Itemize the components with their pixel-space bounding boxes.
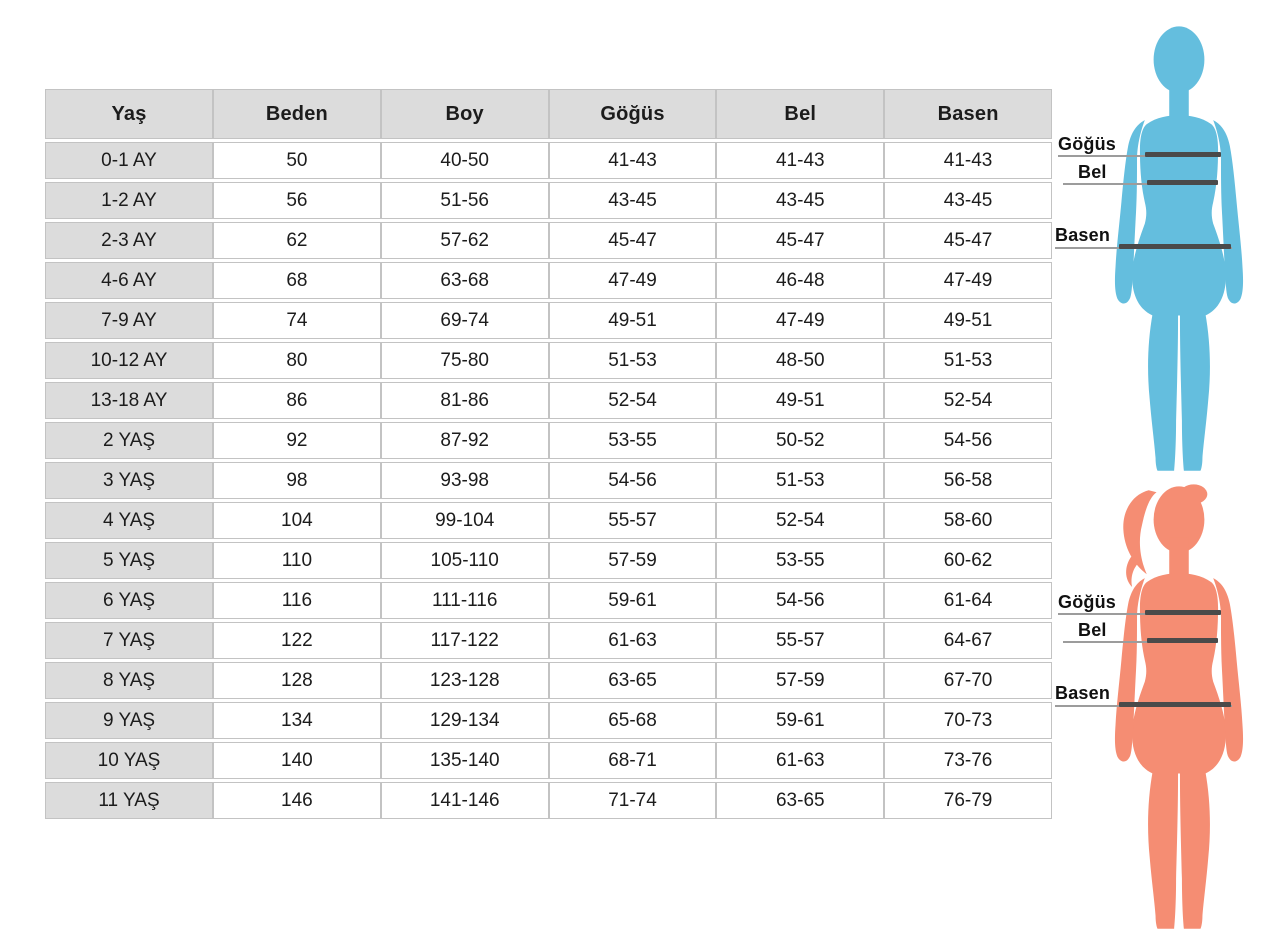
value-cell: 49-51 <box>884 302 1052 339</box>
value-cell: 41-43 <box>549 142 717 179</box>
value-cell: 54-56 <box>549 462 717 499</box>
value-cell: 60-62 <box>884 542 1052 579</box>
value-cell: 51-53 <box>884 342 1052 379</box>
value-cell: 69-74 <box>381 302 549 339</box>
value-cell: 62 <box>213 222 381 259</box>
value-cell: 141-146 <box>381 782 549 819</box>
value-cell: 57-59 <box>549 542 717 579</box>
age-cell: 10-12 AY <box>45 342 213 379</box>
adult-figure-diagram <box>1050 20 1280 490</box>
value-cell: 74 <box>213 302 381 339</box>
value-cell: 52-54 <box>884 382 1052 419</box>
value-cell: 40-50 <box>381 142 549 179</box>
value-cell: 61-63 <box>549 622 717 659</box>
age-cell: 8 YAŞ <box>45 662 213 699</box>
value-cell: 123-128 <box>381 662 549 699</box>
value-cell: 92 <box>213 422 381 459</box>
value-cell: 43-45 <box>884 182 1052 219</box>
value-cell: 65-68 <box>549 702 717 739</box>
value-cell: 46-48 <box>716 262 884 299</box>
age-cell: 1-2 AY <box>45 182 213 219</box>
table-row <box>45 422 1052 459</box>
age-cell: 5 YAŞ <box>45 542 213 579</box>
age-cell: 3 YAŞ <box>45 462 213 499</box>
table-row <box>45 662 1052 699</box>
value-cell: 49-51 <box>549 302 717 339</box>
value-cell: 71-74 <box>549 782 717 819</box>
age-cell: 11 YAŞ <box>45 782 213 819</box>
value-cell: 93-98 <box>381 462 549 499</box>
value-cell: 41-43 <box>884 142 1052 179</box>
value-cell: 63-65 <box>716 782 884 819</box>
chest-measure-line <box>1145 610 1221 615</box>
age-cell: 9 YAŞ <box>45 702 213 739</box>
size-chart <box>45 86 1052 822</box>
value-cell: 67-70 <box>884 662 1052 699</box>
value-cell: 51-53 <box>549 342 717 379</box>
chest-measure-line <box>1145 152 1221 157</box>
waist-measure-line <box>1147 180 1218 185</box>
value-cell: 111-116 <box>381 582 549 619</box>
table-row <box>45 542 1052 579</box>
waist-label: Bel <box>1078 162 1107 182</box>
table-row <box>45 302 1052 339</box>
value-cell: 110 <box>213 542 381 579</box>
chest-label: Göğüs <box>1058 134 1116 154</box>
value-cell: 122 <box>213 622 381 659</box>
value-cell: 68-71 <box>549 742 717 779</box>
value-cell: 59-61 <box>716 702 884 739</box>
value-cell: 134 <box>213 702 381 739</box>
value-cell: 75-80 <box>381 342 549 379</box>
table-row <box>45 702 1052 739</box>
size-chart-table <box>45 86 1052 822</box>
value-cell: 73-76 <box>884 742 1052 779</box>
table-row <box>45 742 1052 779</box>
value-cell: 51-56 <box>381 182 549 219</box>
value-cell: 146 <box>213 782 381 819</box>
table-row <box>45 182 1052 219</box>
age-cell: 2 YAŞ <box>45 422 213 459</box>
table-row <box>45 582 1052 619</box>
col-header-hip: Basen <box>884 89 1052 139</box>
value-cell: 117-122 <box>381 622 549 659</box>
col-header-age: Yaş <box>45 89 213 139</box>
col-header-height: Boy <box>381 89 549 139</box>
value-cell: 70-73 <box>884 702 1052 739</box>
value-cell: 76-79 <box>884 782 1052 819</box>
age-cell: 10 YAŞ <box>45 742 213 779</box>
table-row <box>45 622 1052 659</box>
value-cell: 50-52 <box>716 422 884 459</box>
table-row <box>45 782 1052 819</box>
age-cell: 4-6 AY <box>45 262 213 299</box>
age-cell: 4 YAŞ <box>45 502 213 539</box>
value-cell: 52-54 <box>549 382 717 419</box>
table-row <box>45 222 1052 259</box>
value-cell: 52-54 <box>716 502 884 539</box>
hip-measure-line <box>1119 244 1231 249</box>
child-figure-diagram <box>1050 478 1280 948</box>
header-row <box>45 89 1052 139</box>
table-row <box>45 142 1052 179</box>
hip-measure-line <box>1119 702 1231 707</box>
value-cell: 51-53 <box>716 462 884 499</box>
value-cell: 41-43 <box>716 142 884 179</box>
value-cell: 48-50 <box>716 342 884 379</box>
value-cell: 55-57 <box>716 622 884 659</box>
size-table-body <box>45 142 1052 819</box>
age-cell: 2-3 AY <box>45 222 213 259</box>
value-cell: 47-49 <box>884 262 1052 299</box>
value-cell: 57-62 <box>381 222 549 259</box>
value-cell: 56 <box>213 182 381 219</box>
value-cell: 53-55 <box>716 542 884 579</box>
table-row <box>45 462 1052 499</box>
age-cell: 7 YAŞ <box>45 622 213 659</box>
col-header-size: Beden <box>213 89 381 139</box>
value-cell: 43-45 <box>716 182 884 219</box>
value-cell: 54-56 <box>716 582 884 619</box>
value-cell: 43-45 <box>549 182 717 219</box>
value-cell: 45-47 <box>884 222 1052 259</box>
hip-label: Basen <box>1055 683 1111 703</box>
value-cell: 50 <box>213 142 381 179</box>
waist-measure-line <box>1147 638 1218 643</box>
value-cell: 47-49 <box>716 302 884 339</box>
value-cell: 68 <box>213 262 381 299</box>
table-row <box>45 342 1052 379</box>
value-cell: 47-49 <box>549 262 717 299</box>
age-cell: 6 YAŞ <box>45 582 213 619</box>
value-cell: 64-67 <box>884 622 1052 659</box>
col-header-chest: Göğüs <box>549 89 717 139</box>
value-cell: 58-60 <box>884 502 1052 539</box>
value-cell: 55-57 <box>549 502 717 539</box>
value-cell: 45-47 <box>549 222 717 259</box>
age-cell: 13-18 AY <box>45 382 213 419</box>
woman-silhouette-icon <box>1096 20 1262 484</box>
waist-label: Bel <box>1078 620 1107 640</box>
table-row <box>45 262 1052 299</box>
value-cell: 140 <box>213 742 381 779</box>
value-cell: 61-63 <box>716 742 884 779</box>
value-cell: 105-110 <box>381 542 549 579</box>
value-cell: 99-104 <box>381 502 549 539</box>
value-cell: 53-55 <box>549 422 717 459</box>
value-cell: 59-61 <box>549 582 717 619</box>
value-cell: 61-64 <box>884 582 1052 619</box>
value-cell: 116 <box>213 582 381 619</box>
hip-label: Basen <box>1055 225 1111 245</box>
col-header-waist: Bel <box>716 89 884 139</box>
value-cell: 49-51 <box>716 382 884 419</box>
table-row <box>45 502 1052 539</box>
value-cell: 86 <box>213 382 381 419</box>
value-cell: 104 <box>213 502 381 539</box>
value-cell: 135-140 <box>381 742 549 779</box>
value-cell: 63-65 <box>549 662 717 699</box>
value-cell: 57-59 <box>716 662 884 699</box>
value-cell: 87-92 <box>381 422 549 459</box>
value-cell: 80 <box>213 342 381 379</box>
value-cell: 54-56 <box>884 422 1052 459</box>
age-cell: 0-1 AY <box>45 142 213 179</box>
value-cell: 129-134 <box>381 702 549 739</box>
value-cell: 128 <box>213 662 381 699</box>
value-cell: 56-58 <box>884 462 1052 499</box>
value-cell: 81-86 <box>381 382 549 419</box>
age-cell: 7-9 AY <box>45 302 213 339</box>
value-cell: 98 <box>213 462 381 499</box>
girl-silhouette-icon <box>1096 478 1262 942</box>
value-cell: 45-47 <box>716 222 884 259</box>
value-cell: 63-68 <box>381 262 549 299</box>
chest-label: Göğüs <box>1058 592 1116 612</box>
table-row <box>45 382 1052 419</box>
